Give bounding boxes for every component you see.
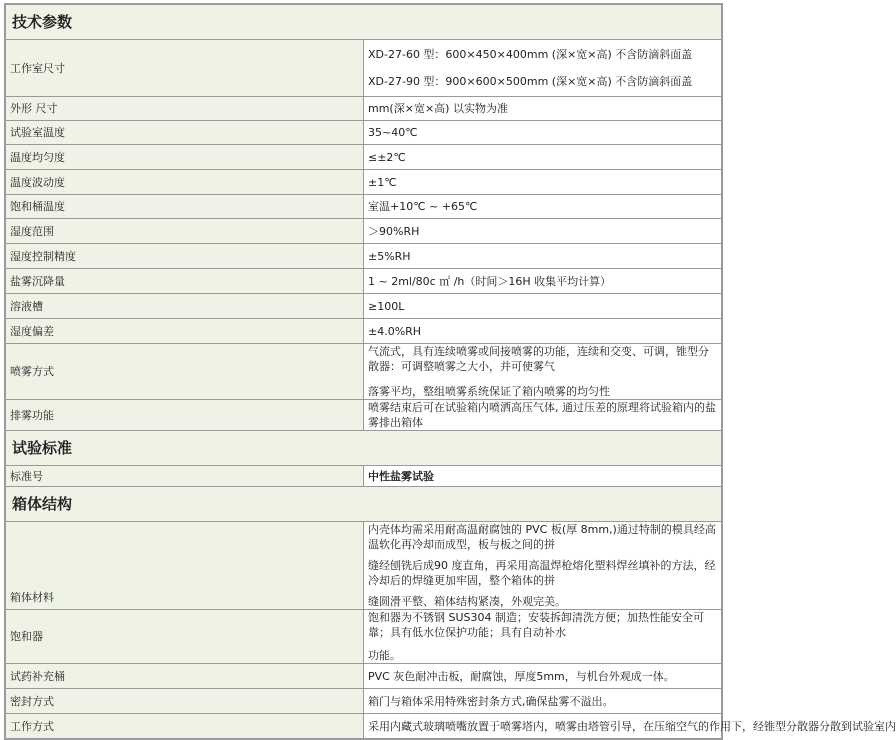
table-row — [6, 170, 722, 195]
row-value: ±4.0%RH — [364, 319, 722, 344]
row-label: 排雾功能 — [6, 400, 364, 431]
value-line: 内壳体均需采用耐高温耐腐蚀的 PVC 板(厚 8mm,)通过特制的模具经高温软化再冷却而成型，板与板之间的拼 — [368, 523, 716, 551]
table-row — [6, 714, 722, 739]
row-value: ≤±2℃ — [364, 145, 722, 170]
value-line: 功能。 — [368, 649, 401, 662]
value-line: 饱和器为不锈钢 SUS304 制造；安装拆卸清洗方便；加热性能安全可靠；具有低水位保护功能；具有自动补水 — [368, 611, 705, 639]
row-value — [364, 522, 722, 610]
row-label: 溶液槽 — [6, 294, 364, 319]
row-value: ＞90%RH — [364, 219, 722, 244]
row-label: 喷雾方式 — [6, 344, 364, 400]
table-row — [6, 219, 722, 244]
row-value: 喷雾结束后可在试验箱内喷洒高压气体, 通过压差的原理将试验箱内的盐雾排出箱体 — [364, 400, 722, 431]
row-value — [364, 344, 722, 400]
row-label: 外形 尺寸 — [6, 97, 364, 121]
table-row — [6, 40, 722, 97]
section-title: 试验标准 — [6, 431, 722, 466]
section-title: 箱体结构 — [6, 487, 722, 522]
table-row — [6, 145, 722, 170]
table-row — [6, 344, 722, 400]
value-line: 气流式，具有连续喷雾或间接喷雾的功能，连续和交变、可调，锥型分散器：可调整喷雾之大小，并可使雾气 — [368, 345, 709, 373]
table-row — [6, 319, 722, 344]
row-value — [364, 40, 722, 97]
row-label: 工作方式 — [6, 714, 364, 739]
table-row — [6, 522, 722, 610]
section-title: 技术参数 — [6, 5, 722, 40]
row-label: 箱体材料 — [6, 522, 364, 610]
table-row — [6, 195, 722, 219]
row-value: 室温+10℃ ~ +65℃ — [364, 195, 722, 219]
section-header-tech — [6, 5, 722, 40]
table-row — [6, 294, 722, 319]
row-value: 35~40℃ — [364, 121, 722, 145]
section-header-standard — [6, 431, 722, 466]
row-value: 中性盐雾试验 — [364, 466, 722, 487]
table-row — [6, 121, 722, 145]
row-value: 1 ~ 2ml/80c ㎡ /h（时间＞16H 收集平均计算） — [364, 269, 722, 294]
value-line: 缝经刨铣后成90 度直角，再采用高温焊枪熔化塑料焊丝填补的方法，经冷却后的焊缝更加牢固，整个箱体的拼 — [368, 559, 716, 587]
row-label: 湿度控制精度 — [6, 244, 364, 269]
value-line: XD-27-90 型：900×600×500mm (深×宽×高) 不含防滴斜面盖 — [368, 75, 693, 88]
table-row — [6, 610, 722, 664]
row-value — [364, 610, 722, 664]
row-label: 温度波动度 — [6, 170, 364, 195]
value-line: 落雾平均，整组喷雾系统保证了箱内喷雾的均匀性 — [368, 385, 610, 398]
row-label: 试验室温度 — [6, 121, 364, 145]
row-value: ±1℃ — [364, 170, 722, 195]
table-row — [6, 400, 722, 431]
row-value: ≥100L — [364, 294, 722, 319]
table-row — [6, 269, 722, 294]
section-header-structure — [6, 487, 722, 522]
table-row — [6, 466, 722, 487]
row-value: ±5%RH — [364, 244, 722, 269]
row-label: 密封方式 — [6, 689, 364, 714]
value-line: XD-27-60 型：600×450×400mm (深×宽×高) 不含防滴斜面盖 — [368, 48, 693, 61]
value-line: 缝圆滑平整、箱体结构紧凑，外观完美。 — [368, 595, 566, 608]
row-value: 箱门与箱体采用特殊密封条方式,确保盐雾不溢出。 — [364, 689, 722, 714]
row-label: 盐雾沉降量 — [6, 269, 364, 294]
row-value: 采用内藏式玻璃喷嘴放置于喷雾塔内，喷雾由塔管引导，在压缩空气的作用下，经锥型分散器分散到试验室内 — [364, 714, 722, 739]
spec-table — [5, 4, 896, 739]
row-label: 标准号 — [6, 466, 364, 487]
row-value: PVC 灰色耐冲击板，耐腐蚀，厚度5mm，与机台外观成一体。 — [364, 664, 722, 689]
table-row — [6, 244, 722, 269]
row-label: 饱和器 — [6, 610, 364, 664]
table-row — [6, 664, 722, 689]
table-row — [6, 689, 722, 714]
spec-table-container — [4, 3, 896, 740]
row-label: 湿度偏差 — [6, 319, 364, 344]
table-row — [6, 97, 722, 121]
row-label: 工作室尺寸 — [6, 40, 364, 97]
row-label: 湿度范围 — [6, 219, 364, 244]
row-label: 温度均匀度 — [6, 145, 364, 170]
row-label: 试药补充桶 — [6, 664, 364, 689]
row-label: 饱和桶温度 — [6, 195, 364, 219]
row-value: mm(深×宽×高) 以实物为准 — [364, 97, 722, 121]
